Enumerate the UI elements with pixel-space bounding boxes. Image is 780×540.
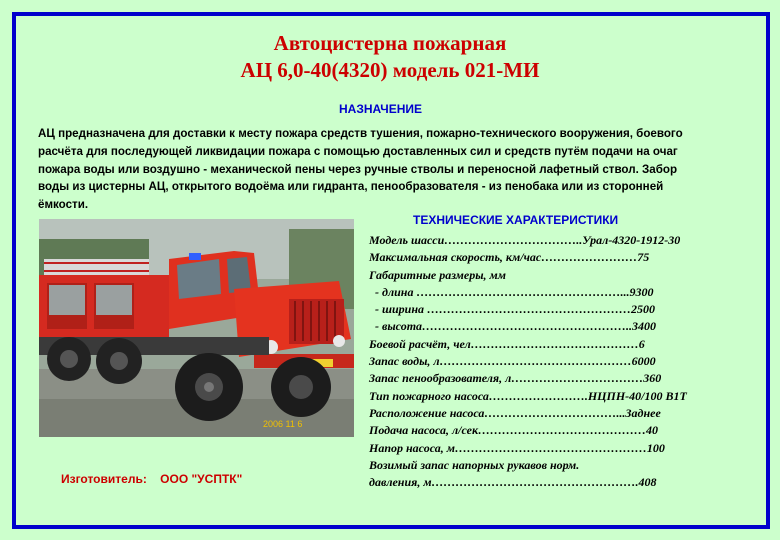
spec-line: Запас пенообразователя, л……………………………360 [369,371,662,386]
spec-line: давления, м…………………………………………….408 [369,475,657,490]
manufacturer-label: Изготовитель: [61,472,147,486]
spec-line: Подача насоса, л/сек……………………………………40 [369,423,659,438]
purpose-line: расчёта для последующей ликвидации пожара с помощью доставленных сил и средств путём подачи на очаг [38,144,678,158]
spec-line: Возимый запас напорных рукавов норм. [369,457,580,472]
spec-line: Боевой расчёт, чел……………………………………6 [369,336,645,351]
purpose-heading: НАЗНАЧЕНИЕ [339,102,422,116]
manufacturer-name: ООО "УСПТК" [160,472,243,486]
purpose-paragraph [38,125,756,214]
spec-line: Запас воды, л…………………………………………6000 [369,354,656,369]
purpose-line: ёмкости. [38,198,89,212]
purpose-line: АЦ предназначена для доставки к месту пожара средств тушения, пожарно-технического вооружения, боевого [38,127,683,140]
spec-line: Напор насоса, м…………………………………………100 [369,440,665,455]
fire-truck-illustration [39,219,354,437]
photo-date-stamp: 2006 11 6 [263,419,303,429]
specs-heading: ТЕХНИЧЕСКИЕ ХАРАКТЕРИСТИКИ [413,213,619,227]
slide-title-line1: Автоцистерна пожарная [273,31,507,55]
spec-line: Модель шасси……………………………..Урал-4320-1912-30 [369,233,681,247]
manufacturer [61,472,242,486]
fire-truck-photo [39,219,354,437]
spec-line: - ширина ……………………………………………2500 [369,302,656,317]
spec-line: - длина ……………………………………………...9300 [369,284,654,299]
spec-line: - высота……………………………………………..3400 [369,319,657,334]
purpose-line: воды из цистерны АЦ, открытого водоёма или гидранта, пенообразователя - из пенобака или из сторонней [38,180,664,194]
slide-title-line2: АЦ 6,0-40(4320) модель 021-МИ [240,58,540,82]
specs-list [369,232,759,491]
spec-line: Тип пожарного насоса…………………….НЦПН-40/100 В1Т [369,388,687,403]
spec-line: Расположение насоса……………………………...Заднее [369,405,661,420]
purpose-line: пожара воды или воздушно - механической пены через ручные стволы и переносной лафетный ствол. Забор [38,162,678,176]
spec-line: Максимальная скорость, км/час……………………75 [369,250,650,265]
spec-line: Габаритные размеры, мм [369,267,506,282]
